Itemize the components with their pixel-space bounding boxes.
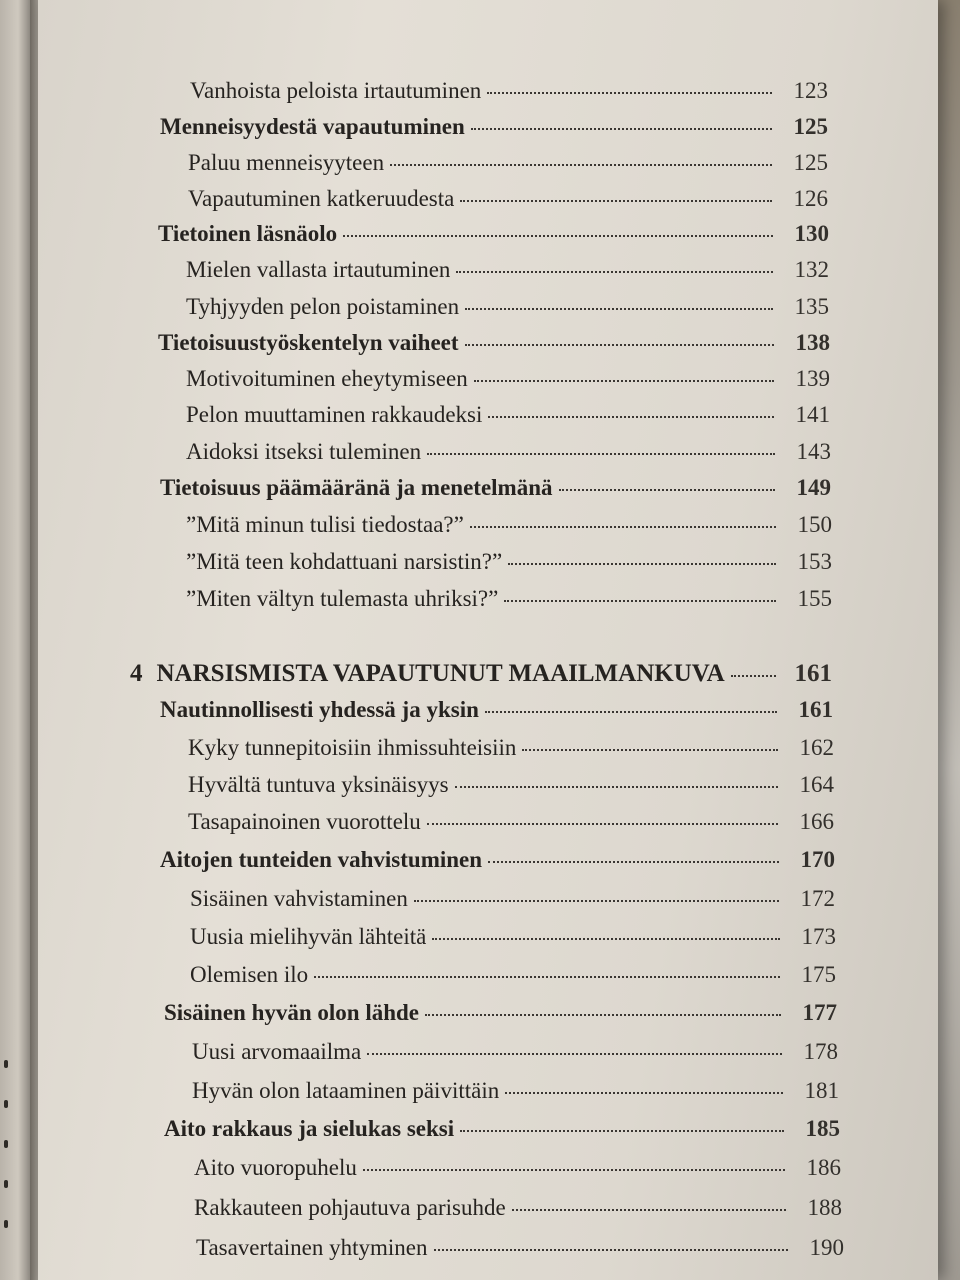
toc-entry-title: Rakkauteen pohjautuva parisuhde	[194, 1195, 506, 1220]
toc-entry-page: 149	[796, 475, 831, 500]
dot-leader	[460, 1130, 784, 1132]
background-surface	[938, 0, 960, 1280]
toc-entry	[160, 847, 835, 873]
toc-entry-title: Aitojen tunteiden vahvistuminen	[160, 847, 483, 872]
toc-entry-page: 170	[800, 847, 835, 872]
toc-entry-title: Hyvältä tuntuva yksinäisyys	[188, 772, 449, 797]
dot-leader	[505, 1092, 783, 1094]
toc-entry-page: 139	[795, 366, 830, 391]
toc-entry	[160, 475, 831, 501]
chapter-title: NARSISMISTA VAPAUTUNUT MAAILMANKUVA	[156, 660, 725, 687]
toc-entry-page: 161	[798, 697, 833, 722]
toc-entry	[188, 809, 834, 835]
toc-entry-page: 185	[805, 1116, 840, 1141]
toc-entry-title: Hyvän olon lataaminen päivittäin	[192, 1078, 500, 1103]
toc-entry-title: Tasapainoinen vuorottelu	[188, 809, 421, 834]
dot-leader	[367, 1053, 782, 1055]
toc-entry-title: Vapautuminen katkeruudesta	[188, 186, 455, 211]
toc-entry-page: 143	[796, 439, 831, 464]
toc-entry	[158, 221, 829, 247]
toc-entry-page: 150	[797, 512, 832, 537]
toc-entry-page: 177	[802, 1000, 837, 1025]
toc-chapter-title	[130, 660, 725, 688]
facing-page-text-fragments	[4, 1040, 14, 1260]
toc-entry-title: Tyhjyyden pelon poistaminen	[186, 294, 460, 319]
toc-entry	[186, 402, 830, 428]
dot-leader	[455, 786, 778, 788]
dot-leader	[465, 344, 774, 346]
toc-entry-page: 153	[797, 549, 832, 574]
toc-entry-title: Tietoinen läsnäolo	[158, 221, 338, 246]
toc-entry-page: 135	[794, 294, 829, 319]
dot-leader	[512, 1209, 786, 1211]
toc-entry-page: 190	[809, 1235, 844, 1260]
toc-entry-page: 172	[800, 886, 835, 911]
toc-entry-title: Motivoituminen eheytymiseen	[186, 366, 468, 391]
dot-leader	[487, 92, 772, 94]
toc-entry-page: 164	[799, 772, 834, 797]
facing-page-edge	[0, 0, 30, 1280]
toc-entry-page: 161	[794, 660, 832, 687]
toc-entry	[186, 549, 832, 575]
toc-entry-title: Olemisen ilo	[190, 962, 309, 987]
toc-entry-page: 186	[806, 1155, 841, 1180]
dot-leader	[471, 128, 772, 130]
toc-entry	[194, 1195, 842, 1221]
toc-entry	[190, 924, 836, 950]
toc-entry-page: 175	[801, 962, 836, 987]
dot-leader	[460, 200, 772, 202]
toc-entry-page: 181	[804, 1078, 839, 1103]
toc-entry-title: Menneisyydestä vapautuminen	[160, 114, 465, 139]
toc-entry-title: Aito rakkaus ja sielukas seksi	[164, 1116, 455, 1141]
toc-entry-page: 125	[793, 150, 828, 175]
toc-entry-title: Paluu menneisyyteen	[188, 150, 385, 175]
toc-entry-title: Kyky tunnepitoisiin ihmissuhteisiin	[188, 735, 517, 760]
toc-entry	[186, 257, 829, 283]
toc-entry	[188, 735, 834, 761]
toc-entry	[164, 1116, 840, 1142]
toc-entry	[190, 962, 836, 988]
toc-entry-page: 155	[797, 586, 832, 611]
dot-leader	[343, 235, 773, 237]
toc-entry-title: Tietoisuustyöskentelyn vaiheet	[158, 330, 459, 355]
dot-leader	[427, 453, 775, 455]
toc-entry-title: Vanhoista peloista irtautuminen	[190, 78, 482, 103]
toc-entry	[192, 1078, 839, 1104]
dot-leader	[488, 861, 779, 863]
toc-entry-page: 188	[807, 1195, 842, 1220]
dot-leader	[731, 675, 776, 677]
toc-entry-title: Aito vuoropuhelu	[194, 1155, 357, 1180]
toc-entry	[186, 512, 832, 538]
toc-entry-page: 126	[793, 186, 828, 211]
table-of-contents	[38, 0, 938, 1280]
toc-entry	[186, 439, 831, 465]
dot-leader	[522, 749, 778, 751]
toc-entry-title: ”Mitä teen kohdattuani narsistin?”	[186, 549, 503, 574]
dot-leader	[508, 563, 776, 565]
toc-entry-title: Mielen vallasta irtautuminen	[186, 257, 451, 282]
toc-entry	[160, 114, 828, 140]
dot-leader	[432, 938, 780, 940]
toc-entry	[158, 330, 830, 356]
toc-entry-title: Tietoisuus päämääränä ja menetelmänä	[160, 475, 553, 500]
dot-leader	[474, 380, 774, 382]
toc-entry-title: ”Miten vältyn tulemasta uhriksi?”	[186, 586, 499, 611]
dot-leader	[390, 164, 772, 166]
dot-leader	[470, 526, 776, 528]
toc-entry	[196, 1235, 844, 1261]
toc-entry	[160, 697, 833, 723]
book-page	[38, 0, 938, 1280]
toc-entry	[190, 78, 828, 104]
toc-entry-page: 125	[793, 114, 828, 139]
dot-leader	[427, 823, 778, 825]
toc-entry-page: 166	[799, 809, 834, 834]
chapter-number: 4	[130, 660, 143, 687]
toc-entry-page: 162	[799, 735, 834, 760]
toc-entry-title: Nautinnollisesti yhdessä ja yksin	[160, 697, 479, 722]
toc-entry	[164, 1000, 837, 1026]
dot-leader	[414, 900, 779, 902]
toc-entry	[188, 772, 834, 798]
toc-entry-title: Tasavertainen yhtyminen	[196, 1235, 428, 1260]
toc-entry-title: Aidoksi itseksi tuleminen	[186, 439, 422, 464]
toc-entry-page: 138	[795, 330, 830, 355]
dot-leader	[504, 600, 776, 602]
dot-leader	[314, 976, 780, 978]
toc-entry-page: 178	[803, 1039, 838, 1064]
toc-entry	[186, 586, 832, 612]
toc-entry-page: 130	[794, 221, 829, 246]
toc-chapter-entry	[130, 660, 832, 688]
toc-entry-page: 141	[795, 402, 830, 427]
dot-leader	[465, 308, 773, 310]
dot-leader	[559, 489, 776, 491]
toc-entry	[186, 294, 829, 320]
toc-entry-page: 132	[794, 257, 829, 282]
toc-entry-title: Uusi arvomaailma	[192, 1039, 362, 1064]
dot-leader	[425, 1014, 781, 1016]
toc-entry	[190, 886, 835, 912]
dot-leader	[456, 271, 773, 273]
toc-entry	[188, 186, 828, 212]
toc-entry-title: ”Mitä minun tulisi tiedostaa?”	[186, 512, 464, 537]
dot-leader	[434, 1249, 788, 1251]
toc-entry	[194, 1155, 841, 1181]
toc-entry-title: Sisäinen hyvän olon lähde	[164, 1000, 420, 1025]
dot-leader	[488, 416, 774, 418]
toc-entry-page: 123	[793, 78, 828, 103]
toc-entry	[188, 150, 828, 176]
toc-entry	[192, 1039, 838, 1065]
dot-leader	[485, 711, 777, 713]
dot-leader	[363, 1169, 785, 1171]
toc-entry-title: Uusia mielihyvän lähteitä	[190, 924, 427, 949]
toc-entry-title: Pelon muuttaminen rakkaudeksi	[186, 402, 483, 427]
toc-entry	[186, 366, 830, 392]
toc-entry-page: 173	[801, 924, 836, 949]
toc-entry-title: Sisäinen vahvistaminen	[190, 886, 408, 911]
